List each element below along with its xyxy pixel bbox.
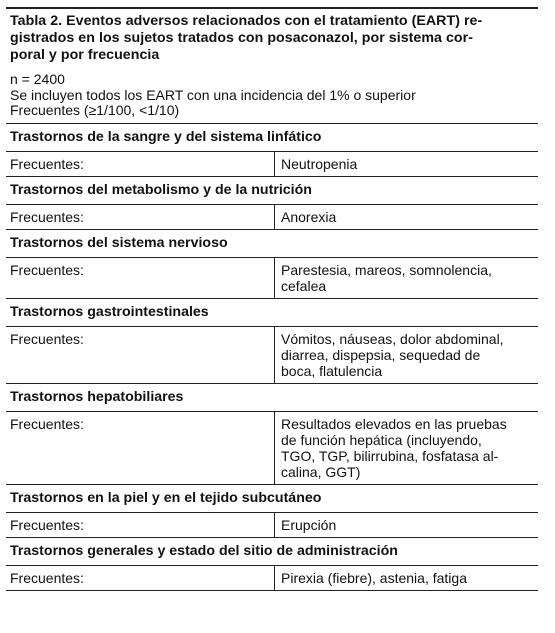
category-heading: Trastornos gastrointestinales	[6, 298, 538, 326]
frequency-cell: Frecuentes:	[6, 327, 275, 383]
events-line: Resultados elevados en las pruebas	[281, 415, 507, 432]
events-line: Parestesia, mareos, somnolencia,	[281, 261, 492, 278]
events-line: de función hepática (incluyendo,	[281, 431, 482, 448]
top-rule	[6, 7, 538, 9]
table-title	[10, 13, 534, 64]
frequency-cell: Frecuentes:	[6, 205, 275, 229]
table-meta	[10, 72, 534, 119]
events-line: diarrea, dispepsia, sequedad de	[281, 346, 481, 363]
frequency-cell: Frecuentes:	[6, 258, 275, 298]
sample-size: n = 2400	[10, 71, 65, 87]
events-line: Erupción	[281, 516, 337, 533]
adverse-events-table	[6, 7, 538, 591]
category-heading: Trastornos del metabolismo y de la nutrición	[6, 176, 538, 204]
frequency-definition: Frecuentes (≥1/100, <1/10)	[10, 102, 180, 118]
events-cell	[275, 205, 538, 229]
table-row	[6, 326, 538, 383]
inclusion-note: Se incluyen todos los EART con una incidencia del 1% o superior	[10, 86, 416, 103]
events-line: TGO, TGP, bilirrubina, fosfatasa al-	[281, 447, 499, 464]
table-title-line: gistrados en los sujetos tratados con posaconazol, por sistema cor-	[10, 30, 473, 46]
events-cell	[275, 152, 538, 176]
table-title-line: Tabla 2. Eventos adversos relacionados con el tratamiento (EART) re-	[10, 13, 483, 29]
table-row	[6, 204, 538, 229]
events-cell	[275, 258, 538, 298]
events-line: boca, flatulencia	[281, 362, 383, 379]
category-heading: Trastornos del sistema nervioso	[6, 229, 538, 257]
events-cell	[275, 566, 538, 590]
events-line: Pirexia (fiebre), astenia, fatiga	[281, 569, 467, 586]
bottom-rule	[6, 590, 538, 591]
events-cell	[275, 327, 538, 383]
frequency-cell: Frecuentes:	[6, 412, 275, 484]
frequency-cell: Frecuentes:	[6, 513, 275, 537]
events-line: cefalea	[281, 277, 327, 294]
category-heading: Trastornos de la sangre y del sistema linfático	[6, 123, 538, 151]
table-row	[6, 151, 538, 176]
category-heading: Trastornos generales y estado del sitio de administración	[6, 537, 538, 565]
category-heading: Trastornos en la piel y en el tejido subcutáneo	[6, 484, 538, 512]
frequency-cell: Frecuentes:	[6, 566, 275, 590]
events-cell	[275, 513, 538, 537]
table-title-line: poral y por frecuencia	[10, 47, 160, 63]
category-heading: Trastornos hepatobiliares	[6, 383, 538, 411]
table-row	[6, 411, 538, 484]
table-row	[6, 512, 538, 537]
events-line: Neutropenia	[281, 155, 358, 172]
frequency-cell: Frecuentes:	[6, 152, 275, 176]
table-row	[6, 565, 538, 590]
events-line: Anorexia	[281, 208, 337, 225]
events-cell	[275, 412, 538, 484]
events-line: calina, GGT)	[281, 463, 361, 480]
events-line: Vómitos, náuseas, dolor abdominal,	[281, 330, 504, 347]
table-row	[6, 257, 538, 298]
